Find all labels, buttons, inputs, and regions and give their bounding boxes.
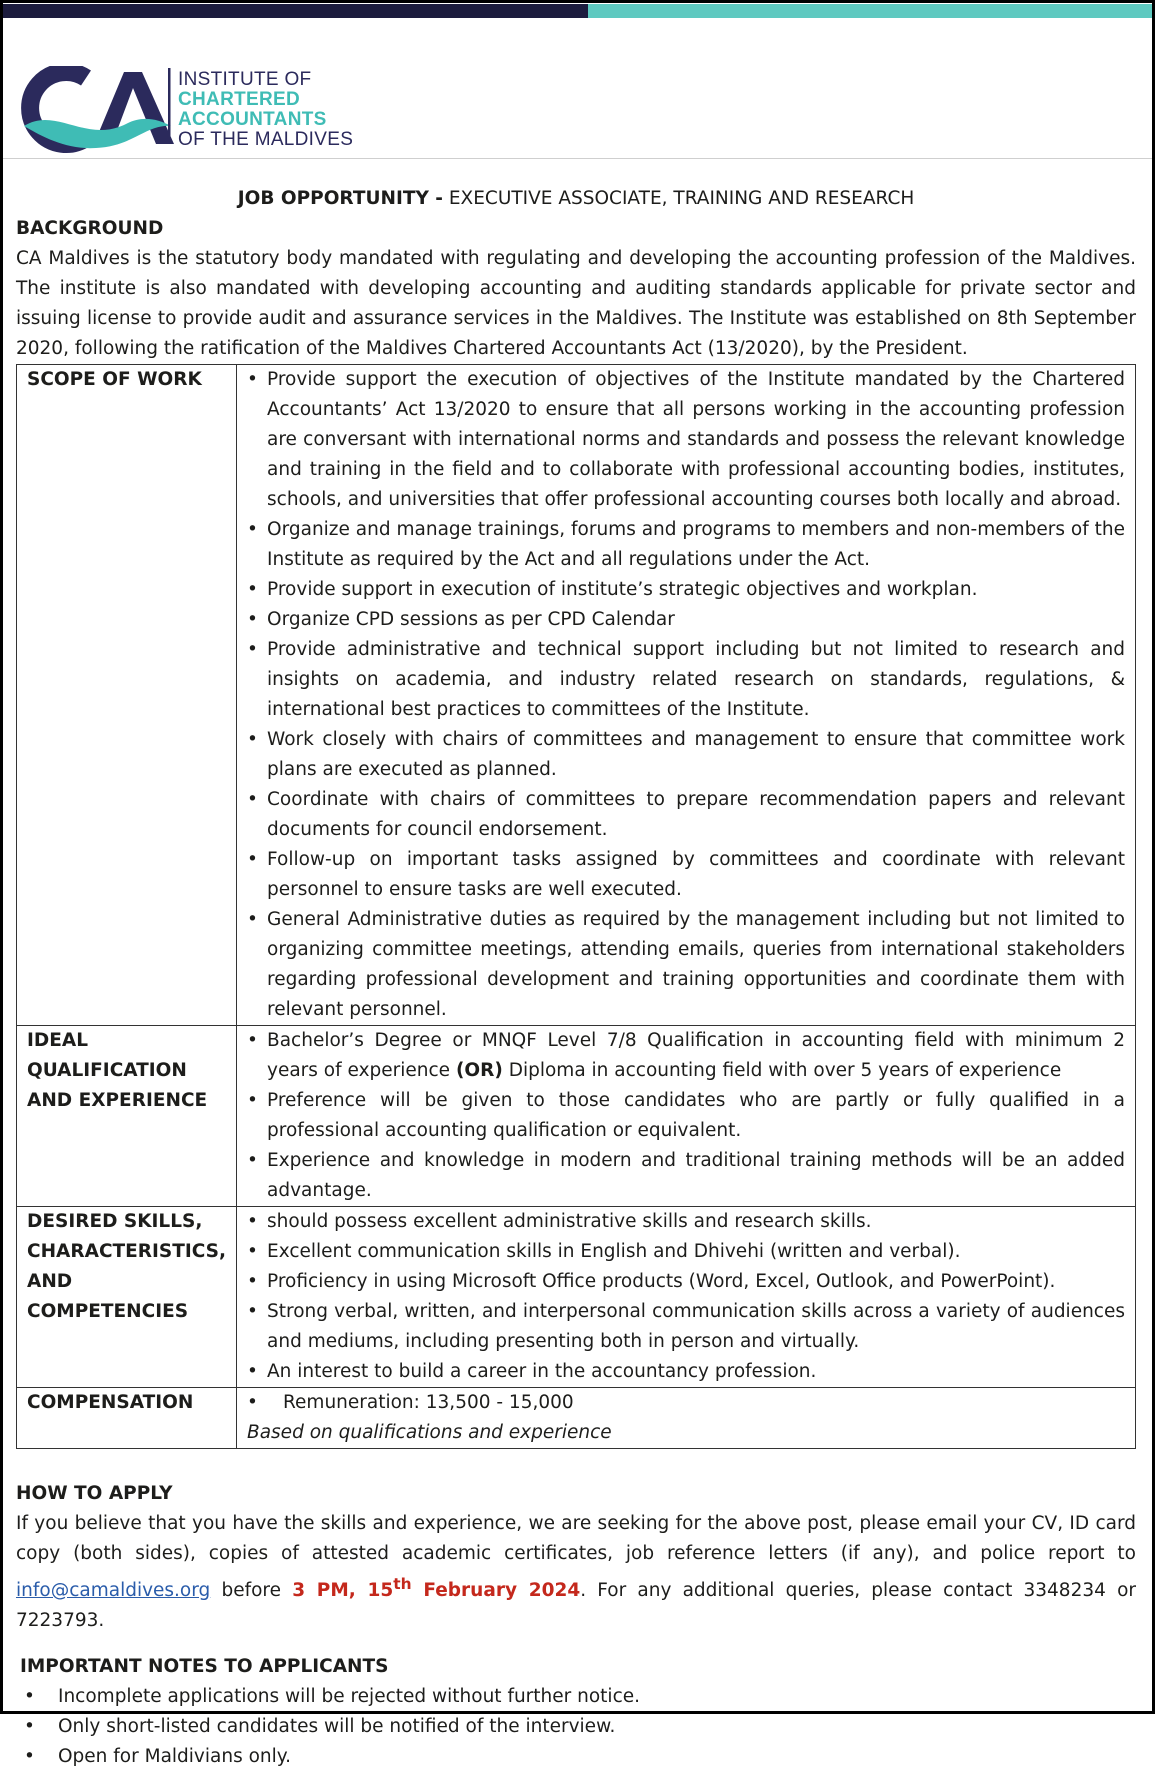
deadline-part-2: February 2024 <box>411 1580 581 1602</box>
top-bar-navy <box>3 4 588 18</box>
scope-item: • Provide support in execution of institute’s strategic objectives and workplan. <box>267 575 1125 605</box>
background-text: CA Maldives is the statutory body mandated with regulating and developing the accounting profession of the Maldives. The institute is also mandated with developing accounting and auditing standards applicable for private sector and issuing license to provide audit and assurance services in the Maldives. The Institute was established on 8th September 2020, following the ratification of the Maldives Chartered Accountants Act (13/2020), by the President. <box>16 248 1136 359</box>
scope-item: • General Administrative duties as required by the management including but not limited to organizing committee meetings, attending emails, queries from international stakeholders regarding professional development and training opportunities and coordinate them with relevant personnel. <box>267 905 1125 1025</box>
skills-label-1: DESIRED SKILLS, <box>27 1211 203 1232</box>
scope-item: • Provide administrative and technical support including but not limited to research and insights on academia, and industry related research on standards, regulations, & international best practices to committees of the Institute. <box>267 635 1125 725</box>
logo-line-1: INSTITUTE OF <box>178 69 312 90</box>
skills-item: • Strong verbal, written, and interpersonal communication skills across a variety of audiences and mediums, including presenting both in person and virtually. <box>267 1297 1125 1357</box>
skills-list-cell <box>237 1207 1136 1388</box>
qualification-item-1b: Diploma in accounting field with over 5 years of experience <box>502 1060 1062 1081</box>
compensation-note: Based on qualifications and experience <box>247 1422 612 1443</box>
scope-item: • Coordinate with chairs of committees to prepare recommendation papers and relevant documents for council endorsement. <box>267 785 1125 845</box>
apply-text-2: before <box>210 1580 293 1602</box>
scope-item: • Work closely with chairs of committees and management to ensure that committee work plans are executed as planned. <box>267 725 1125 785</box>
scope-list <box>247 365 1125 1025</box>
scope-list-cell <box>237 365 1136 1026</box>
apply-text-3: . For any additional queries, please contact 3348234 or 7223793. <box>16 1580 1136 1632</box>
apply-text-1: If you believe that you have the skills and experience, we are seeking for the above post, please email your CV, ID card copy (both sides), copies of attested academic certificates, job reference letters (if any), and police report to <box>16 1513 1136 1564</box>
email-link[interactable]: info@camaldives.org <box>16 1580 211 1602</box>
skills-list <box>247 1207 1125 1387</box>
logo-line-4: OF THE MALDIVES <box>178 129 354 150</box>
or-emphasis: (OR) <box>455 1060 503 1081</box>
compensation-label: COMPENSATION <box>17 1388 237 1449</box>
qualification-list <box>247 1026 1125 1206</box>
scope-row <box>17 365 1136 1026</box>
qualification-label-3: AND EXPERIENCE <box>27 1090 208 1111</box>
how-to-apply-section <box>16 1479 1136 1636</box>
deadline-part-1: 3 PM, 15 <box>292 1580 394 1602</box>
title-rest: EXECUTIVE ASSOCIATE, TRAINING AND RESEARCH <box>442 188 915 209</box>
remuneration-line: • Remuneration: 13,500 - 15,000 <box>247 1388 1125 1418</box>
qualification-item-1a: Bachelor’s Degree or MNQF Level 7/8 Qualification in accounting field with minimum 2 years of experience <box>267 1030 1125 1081</box>
skills-label <box>17 1207 237 1388</box>
title-bold: JOB OPPORTUNITY - <box>237 188 443 209</box>
background-heading: BACKGROUND <box>16 218 164 239</box>
scope-item: • Organize CPD sessions as per CPD Calendar <box>267 605 1125 635</box>
scope-item: • Organize and manage trainings, forums and programs to members and non-members of the Institute as required by the Act and all regulations under the Act. <box>267 515 1125 575</box>
skills-label-3: AND <box>27 1271 73 1292</box>
skills-row <box>17 1207 1136 1388</box>
qualification-item <box>267 1026 1125 1086</box>
important-notes-section <box>16 1652 1136 1772</box>
qualification-item: • Preference will be given to those candidates who are partly or fully qualified in a professional accounting qualification or equivalent. <box>267 1086 1125 1146</box>
skills-label-2: CHARACTERISTICS, <box>27 1241 227 1262</box>
skills-item: • Excellent communication skills in English and Dhivehi (written and verbal). <box>267 1237 1125 1267</box>
top-bar-teal <box>588 4 1152 18</box>
scope-label: SCOPE OF WORK <box>17 365 237 1026</box>
scope-item: • Follow-up on important tasks assigned by committees and coordinate with relevant personnel to ensure tasks are well executed. <box>267 845 1125 905</box>
logo-wordmark <box>178 70 353 150</box>
apply-text <box>16 1509 1136 1636</box>
skills-item: • should possess excellent administrative skills and research skills. <box>267 1207 1125 1237</box>
qualification-row <box>17 1026 1136 1207</box>
compensation-row <box>17 1388 1136 1449</box>
skills-item: • Proficiency in using Microsoft Office products (Word, Excel, Outlook, and PowerPoint). <box>267 1267 1125 1297</box>
logo-line-2: CHARTERED <box>178 89 300 110</box>
job-details-table <box>16 364 1136 1449</box>
qualification-label-1: IDEAL <box>27 1030 88 1051</box>
skills-item: • An interest to build a career in the accountancy profession. <box>267 1357 1125 1387</box>
qualification-label <box>17 1026 237 1207</box>
notes-list <box>20 1682 1136 1772</box>
scope-item: • Provide support the execution of objectives of the Institute mandated by the Chartered Accountants’ Act 13/2020 to ensure that all persons working in the accounting profession are conversant with international norms and standards and possess the relevant knowledge and training in the field and to collaborate with professional accounting bodies, institutes, schools, and universities that offer professional accounting courses both locally and abroad. <box>267 365 1125 515</box>
qualification-item: • Experience and knowledge in modern and traditional training methods will be an added advantage. <box>267 1146 1125 1206</box>
page-title <box>16 184 1136 214</box>
notes-heading: IMPORTANT NOTES TO APPLICANTS <box>20 1656 389 1678</box>
skills-label-4: COMPETENCIES <box>27 1301 189 1322</box>
qualification-label-2: QUALIFICATION <box>27 1060 187 1081</box>
qualification-list-cell <box>237 1026 1136 1207</box>
deadline-ordinal: th <box>393 1575 412 1593</box>
deadline <box>292 1575 581 1602</box>
header-divider <box>3 158 1152 159</box>
notes-item: • Open for Maldivians only. <box>58 1742 1136 1772</box>
logo-line-3: ACCOUNTANTS <box>178 109 327 130</box>
notes-item: • Only short-listed candidates will be notified of the interview. <box>58 1712 1136 1742</box>
compensation-cell <box>237 1388 1136 1449</box>
notes-item: • Incomplete applications will be rejected without further notice. <box>58 1682 1136 1712</box>
apply-heading: HOW TO APPLY <box>16 1483 173 1504</box>
document-body <box>16 184 1136 1772</box>
